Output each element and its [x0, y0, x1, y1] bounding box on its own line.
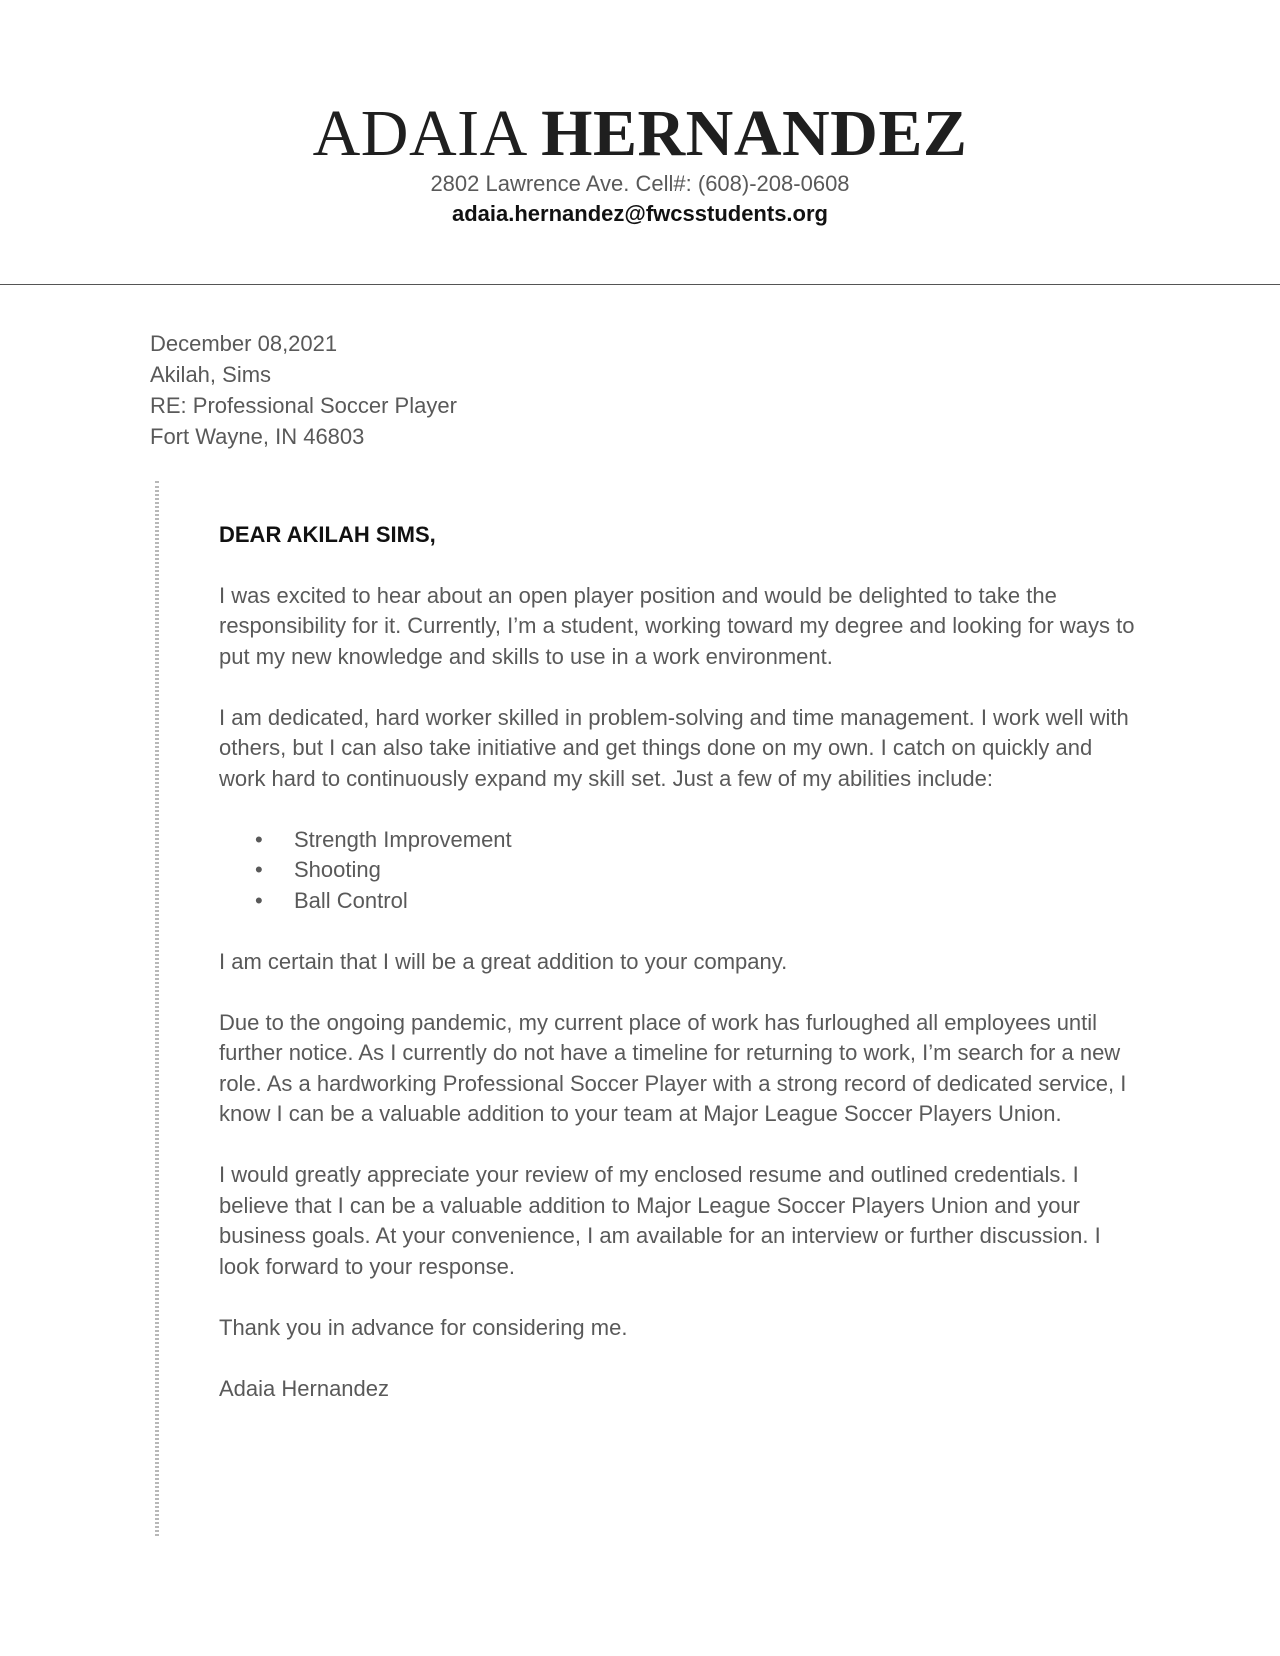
skill-label: Ball Control — [294, 887, 408, 913]
letter-subject: RE: Professional Soccer Player — [150, 393, 457, 418]
list-item — [219, 855, 1139, 886]
skill-label: Strength Improvement — [294, 826, 512, 852]
skill-label: Shooting — [294, 857, 381, 882]
header-divider — [0, 284, 1280, 285]
bullet-icon: • — [255, 826, 263, 852]
letter-date: December 08,2021 — [150, 331, 338, 356]
list-item — [219, 886, 1139, 917]
paragraph-thanks: Thank you in advance for considering me. — [219, 1314, 628, 1340]
paragraph-skills-intro: I am dedicated, hard worker skilled in problem-solving and time management. I work well with others, but I can also take initiative and get things done on my own. I catch on quickly and work hard to continuously expand my skill set. Just a few of my abilities include: — [219, 704, 1129, 791]
paragraph-intro: I was excited to hear about an open player position and would be delighted to take the responsibility for it. Currently, I’m a student, working toward my degree and looking for ways to put my new knowledge and skills to use in a work environment. — [219, 582, 1135, 669]
skills-list — [219, 825, 1139, 917]
author-last-name: HERNANDEZ — [541, 97, 968, 170]
paragraph-request: I would greatly appreciate your review of my enclosed resume and outlined credentials. I believe that I can be a valuable addition to Major League Soccer Players Union and your business goals. At your convenience, I am available for an interview or further discussion. I look forward to your response. — [219, 1162, 1101, 1279]
salutation: DEAR AKILAH SIMS, — [219, 522, 436, 547]
letter-side-border — [155, 481, 159, 1536]
letter-body — [219, 520, 1139, 1435]
signature: Adaia Hernandez — [219, 1375, 390, 1401]
recipient-location: Fort Wayne, IN 46803 — [150, 424, 365, 449]
email-address[interactable]: adaia.hernandez@fwcsstudents.org — [452, 201, 828, 226]
contact-line: 2802 Lawrence Ave. Cell#: (608)-208-0608 — [430, 171, 850, 196]
paragraph-pandemic: Due to the ongoing pandemic, my current place of work has furloughed all employees until further notice. As I currently do not have a timeline for returning to work, I’m search for a new role. As a hardworking Professional Soccer Player with a strong record of dedicated service, I know I can be a valuable addition to your team at Major League Soccer Players Union. — [219, 1009, 1127, 1126]
recipient-name: Akilah, Sims — [150, 362, 272, 387]
author-first-name: ADAIA — [312, 97, 525, 170]
bullet-icon: • — [255, 887, 263, 913]
bullet-icon: • — [255, 857, 263, 882]
author-name — [0, 96, 1280, 172]
paragraph-addition: I am certain that I will be a great addition to your company. — [219, 948, 788, 974]
recipient-block — [150, 328, 457, 452]
list-item — [219, 825, 1139, 856]
